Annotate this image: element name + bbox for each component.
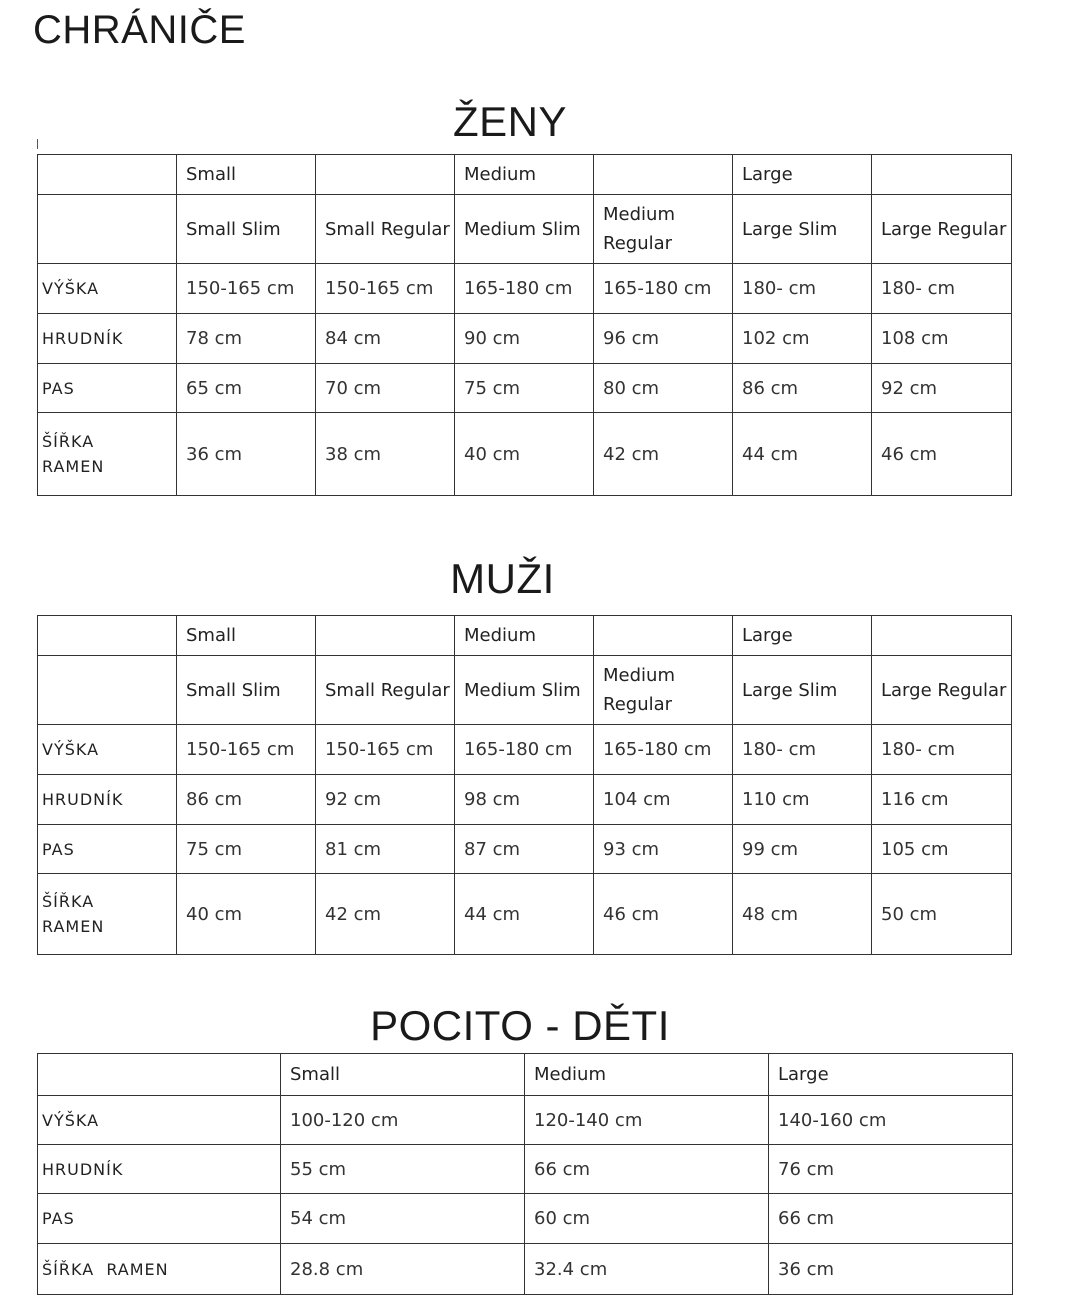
page-title: CHRÁNIČE [33, 8, 246, 52]
women-size-table [37, 154, 1012, 496]
table-cell: 50 cm [872, 874, 1012, 955]
size-header: Medium Slim [455, 656, 594, 725]
table-cell: 86 cm [733, 364, 872, 413]
table-cell: 105 cm [872, 825, 1012, 874]
men-group-row [38, 616, 1012, 656]
table-cell: 150-165 cm [316, 264, 455, 314]
size-header: Medium Regular [594, 195, 733, 264]
table-cell: 180- cm [872, 725, 1012, 775]
table-row [38, 1194, 1013, 1244]
table-cell: 93 cm [594, 825, 733, 874]
table-cell: 180- cm [733, 725, 872, 775]
table-row [38, 314, 1012, 364]
men-size-row [38, 656, 1012, 725]
size-header: Small Regular [316, 656, 455, 725]
row-label [38, 874, 177, 955]
size-header: Medium [525, 1054, 769, 1096]
table-cell: 75 cm [455, 364, 594, 413]
table-cell: 86 cm [177, 775, 316, 825]
size-header: Small [281, 1054, 525, 1096]
table-cell: 110 cm [733, 775, 872, 825]
group-cell [316, 155, 455, 195]
row-label: PAS [38, 1194, 281, 1244]
table-cell: 92 cm [872, 364, 1012, 413]
row-label-line: RAMEN [42, 917, 105, 936]
table-cell: 108 cm [872, 314, 1012, 364]
size-header: Large Slim [733, 195, 872, 264]
size-header: Large Regular [872, 656, 1012, 725]
group-cell [594, 616, 733, 656]
table-cell: 150-165 cm [316, 725, 455, 775]
corner-cell [38, 195, 177, 264]
row-label: HRUDNÍK [38, 1145, 281, 1194]
group-cell [316, 616, 455, 656]
table-cell: 87 cm [455, 825, 594, 874]
table-cell: 42 cm [316, 874, 455, 955]
table-cell: 40 cm [455, 413, 594, 496]
table-cell: 104 cm [594, 775, 733, 825]
size-header: Medium Slim [455, 195, 594, 264]
group-cell: Medium [455, 616, 594, 656]
group-cell [594, 155, 733, 195]
table-row [38, 1244, 1013, 1295]
table-cell: 66 cm [525, 1145, 769, 1194]
table-cell: 46 cm [594, 874, 733, 955]
table-row [38, 413, 1012, 496]
table-row [38, 874, 1012, 955]
men-section-title: MUŽI [450, 555, 555, 602]
row-label: VÝŠKA [38, 264, 177, 314]
table-cell: 180- cm [733, 264, 872, 314]
table-cell: 76 cm [769, 1145, 1013, 1194]
table-cell: 81 cm [316, 825, 455, 874]
row-label [38, 413, 177, 496]
group-cell: Small [177, 616, 316, 656]
corner-cell [38, 656, 177, 725]
table-cell: 120-140 cm [525, 1096, 769, 1145]
women-section-title: ŽENY [452, 98, 567, 145]
table-cell: 140-160 cm [769, 1096, 1013, 1145]
table-cell: 78 cm [177, 314, 316, 364]
size-header: Large [769, 1054, 1013, 1096]
table-cell: 100-120 cm [281, 1096, 525, 1145]
women-group-row [38, 155, 1012, 195]
table-cell: 98 cm [455, 775, 594, 825]
table-cell: 180- cm [872, 264, 1012, 314]
table-cell: 150-165 cm [177, 264, 316, 314]
table-row [38, 725, 1012, 775]
row-label: ŠÍŘKA RAMEN [38, 1244, 281, 1295]
table-cell: 102 cm [733, 314, 872, 364]
kids-size-table [37, 1053, 1013, 1295]
table-cell: 150-165 cm [177, 725, 316, 775]
group-cell: Large [733, 616, 872, 656]
table-cell: 65 cm [177, 364, 316, 413]
group-cell: Small [177, 155, 316, 195]
row-label: PAS [38, 825, 177, 874]
kids-size-row [38, 1054, 1013, 1096]
table-cell: 66 cm [769, 1194, 1013, 1244]
row-label: VÝŠKA [38, 725, 177, 775]
table-cell: 38 cm [316, 413, 455, 496]
table-cell: 36 cm [769, 1244, 1013, 1295]
size-header: Large Slim [733, 656, 872, 725]
table-row [38, 825, 1012, 874]
table-cell: 60 cm [525, 1194, 769, 1244]
table-cell: 55 cm [281, 1145, 525, 1194]
group-cell [872, 155, 1012, 195]
table-cell: 165-180 cm [455, 725, 594, 775]
table-row [38, 1096, 1013, 1145]
table-row [38, 775, 1012, 825]
corner-cell [38, 616, 177, 656]
table-cell: 99 cm [733, 825, 872, 874]
table-cell: 96 cm [594, 314, 733, 364]
size-header: Large Regular [872, 195, 1012, 264]
group-cell: Medium [455, 155, 594, 195]
table-cell: 165-180 cm [455, 264, 594, 314]
table-row [38, 1145, 1013, 1194]
row-label: HRUDNÍK [38, 314, 177, 364]
table-cell: 32.4 cm [525, 1244, 769, 1295]
table-cell: 165-180 cm [594, 264, 733, 314]
table-cell: 90 cm [455, 314, 594, 364]
row-label-line: ŠÍŘKA [42, 892, 95, 911]
table-cell: 75 cm [177, 825, 316, 874]
row-label: HRUDNÍK [38, 775, 177, 825]
table-cell: 80 cm [594, 364, 733, 413]
table-cell: 44 cm [455, 874, 594, 955]
table-cell: 54 cm [281, 1194, 525, 1244]
crop-mark [37, 139, 38, 149]
group-cell: Large [733, 155, 872, 195]
table-cell: 28.8 cm [281, 1244, 525, 1295]
size-header: Medium Regular [594, 656, 733, 725]
table-cell: 44 cm [733, 413, 872, 496]
men-size-table [37, 615, 1012, 955]
size-header: Small Regular [316, 195, 455, 264]
table-cell: 36 cm [177, 413, 316, 496]
table-cell: 116 cm [872, 775, 1012, 825]
row-label-line: ŠÍŘKA [42, 432, 95, 451]
table-row [38, 364, 1012, 413]
row-label: VÝŠKA [38, 1096, 281, 1145]
group-cell [872, 616, 1012, 656]
table-cell: 40 cm [177, 874, 316, 955]
row-label: PAS [38, 364, 177, 413]
row-label-line: RAMEN [42, 457, 105, 476]
size-header: Small Slim [177, 656, 316, 725]
table-cell: 84 cm [316, 314, 455, 364]
kids-section-title: POCITO - DĚTI [370, 1002, 670, 1049]
corner-cell [38, 155, 177, 195]
corner-cell [38, 1054, 281, 1096]
table-cell: 165-180 cm [594, 725, 733, 775]
table-cell: 42 cm [594, 413, 733, 496]
table-cell: 70 cm [316, 364, 455, 413]
women-size-row [38, 195, 1012, 264]
table-cell: 48 cm [733, 874, 872, 955]
size-header: Small Slim [177, 195, 316, 264]
table-row [38, 264, 1012, 314]
table-cell: 92 cm [316, 775, 455, 825]
table-cell: 46 cm [872, 413, 1012, 496]
